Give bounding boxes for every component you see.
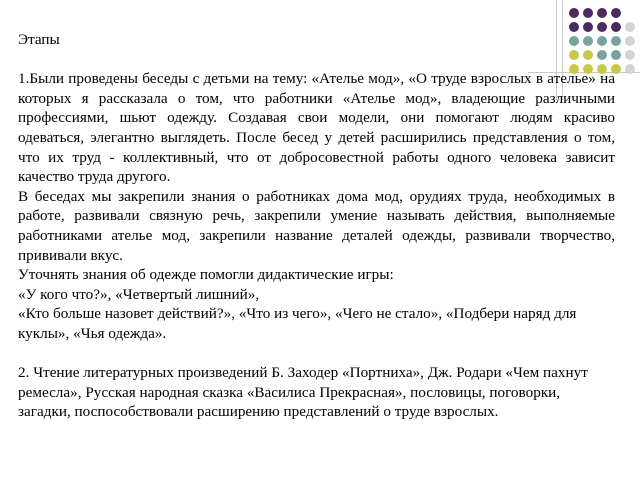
slide-title: Этапы bbox=[18, 31, 60, 48]
paragraph-games-list-2: «Кто больше назовет действий?», «Что из чего», «Чего не стало», «Подбери наряд для куклы», «Чья одежда». bbox=[18, 305, 577, 342]
paragraph-spacer bbox=[18, 344, 615, 364]
paragraph-reading: 2. Чтение литературных произведений Б. Заходер «Портниха», Дж. Родари «Чем пахнут ремесла», Русская народная сказка «Василиса Прекрасная», пословицы, поговорки, загадки, поспособствовали расширению представлений о труде взрослых. bbox=[18, 364, 588, 421]
decor-dot-purple bbox=[611, 8, 621, 18]
paragraph-games-list-1: «У кого что?», «Четвертый лишний», bbox=[18, 285, 260, 303]
slide-body bbox=[18, 30, 615, 422]
decor-dot-gray bbox=[625, 22, 635, 32]
decor-dot-gray bbox=[625, 50, 635, 60]
decor-dot-purple bbox=[583, 8, 593, 18]
decor-dot-purple bbox=[569, 8, 579, 18]
decor-dot-purple bbox=[597, 8, 607, 18]
decor-dot-gray bbox=[625, 64, 635, 74]
decor-dot-gray bbox=[625, 36, 635, 46]
paragraph-knowledge: В беседах мы закрепили знания о работниках дома мод, орудиях труда, необходимых в работе, развивали связную речь, закрепили умение называть действия, выполняемые работниками ателье мод, закрепили название деталей одежды, развивали творчество, прививали вкус. bbox=[18, 187, 615, 264]
paragraph-games-intro: Уточнять знания об одежде помогли дидактические игры: bbox=[18, 266, 394, 284]
paragraph-conversations: 1.Были проведены беседы с детьми на тему: «Ателье мод», «О труде взрослых в ателье» на которых я рассказала о том, что работники «Ателье мод», владеющие различными профессиями, шьют одежду. Создавая свои модели, они помогают людям красиво одеваться, элегантно выглядеть. После бесед у детей расширились представления о том, что их труд - коллективный, что от добросовестной работы одного человека зависит качество труда другого. bbox=[18, 70, 615, 186]
